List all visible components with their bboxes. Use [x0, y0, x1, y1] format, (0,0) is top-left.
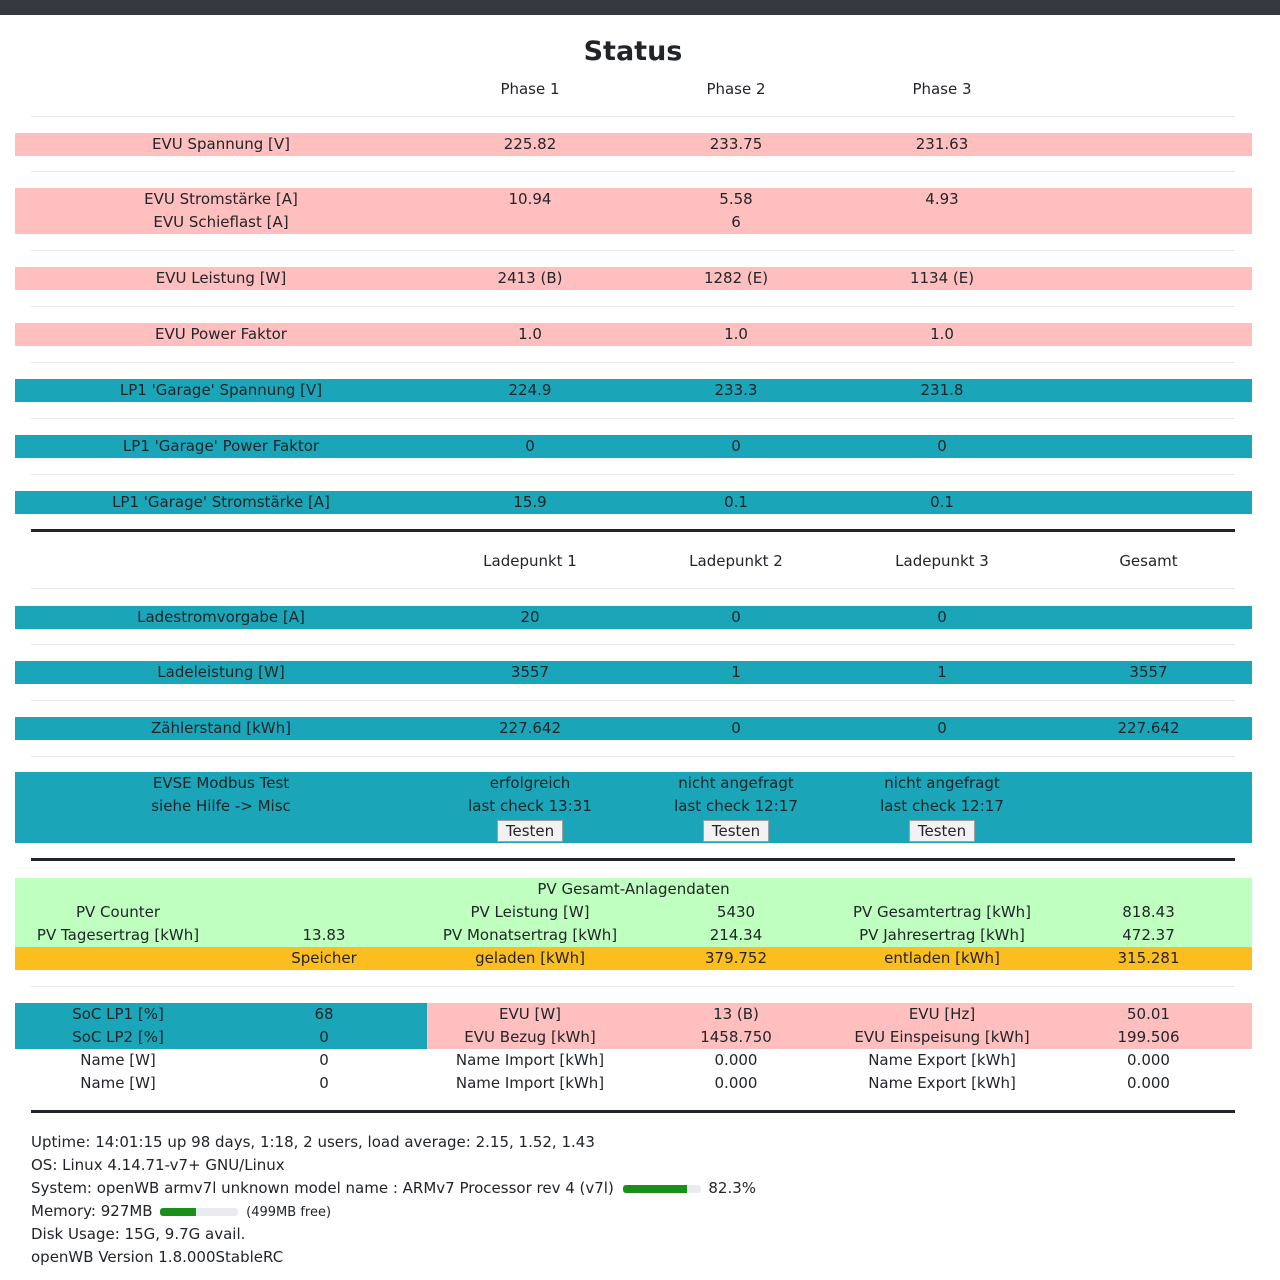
evu-pf-phase-2: 1.0: [724, 325, 748, 343]
cpu-progress-fill: [623, 1185, 687, 1193]
ladestrom-lp3: 0: [937, 608, 947, 626]
lp1-pf-phase-1: 0: [525, 437, 535, 455]
system-line: [31, 1177, 756, 1200]
name-import-label: Name Import [kWh]: [455, 1074, 605, 1092]
speicher-row: [15, 947, 1252, 970]
evu-spannung-phase-1: 225.82: [503, 135, 557, 153]
evse-lp2-check: last check 12:17: [674, 797, 798, 815]
lp1-pf-phase-3: 0: [937, 437, 947, 455]
evu-bezug-value: 1458.750: [700, 1028, 772, 1046]
divider: [31, 986, 1235, 987]
soc-lp2-label: SoC LP2 [%]: [72, 1028, 164, 1046]
uptime-text: Uptime: 14:01:15 up 98 days, 1:18, 2 users, load average: 2.15, 1.52, 1.43: [31, 1133, 595, 1151]
evse-lp3-test-button[interactable]: Testen: [909, 820, 975, 842]
disk-text: Disk Usage: 15G, 9.7G avail.: [31, 1225, 246, 1243]
divider: [31, 362, 1235, 363]
evse-lp2-test-button[interactable]: Testen: [703, 820, 769, 842]
summary-table: [15, 1003, 1252, 1095]
divider: [31, 756, 1235, 757]
divider: [31, 418, 1235, 419]
evse-lp1-check: last check 13:31: [468, 797, 592, 815]
name-w-value: 0: [319, 1074, 329, 1092]
lp1-spannung-phase-3: 231.8: [920, 381, 964, 399]
evu-strom-label: EVU Stromstärke [A]: [144, 190, 298, 208]
ladestrom-row: [15, 606, 1252, 629]
pv-jahresertrag-label: PV Jahresertrag [kWh]: [859, 926, 1025, 944]
evu-bezug-label: EVU Bezug [kWh]: [464, 1028, 596, 1046]
divider: [31, 700, 1235, 701]
lp1-strom-phase-1: 15.9: [513, 493, 547, 511]
evse-lp3-cell: [839, 820, 1045, 843]
evu-spannung-phase-2: 233.75: [709, 135, 763, 153]
lp1-spannung-phase-2: 233.3: [714, 381, 758, 399]
ladestrom-lp1: 20: [520, 608, 540, 626]
phase-1-header: Phase 1: [500, 80, 560, 98]
evu-einspeisung-value: 199.506: [1117, 1028, 1180, 1046]
evu-spannung-label: EVU Spannung [V]: [151, 135, 290, 153]
pv-gesamtertrag-value: 818.43: [1122, 903, 1175, 921]
evu-leistung-phase-2: 1282 (E): [703, 269, 769, 287]
pv-leistung-value: 5430: [716, 903, 756, 921]
evse-lp1-test-button[interactable]: Testen: [497, 820, 563, 842]
name-export-value: 0.000: [1127, 1051, 1170, 1069]
evu-strom-phase-2: 5.58: [719, 190, 753, 208]
divider: [31, 644, 1235, 645]
evu-spannung-row: [15, 133, 1252, 156]
ladeleistung-gesamt: 3557: [1129, 663, 1168, 681]
name-w-label: Name [W]: [80, 1074, 156, 1092]
system-text: System: openWB armv7l unknown model name : ARMv7 Processor rev 4 (v7l): [31, 1179, 614, 1197]
evu-leistung-label: EVU Leistung [W]: [155, 269, 287, 287]
name-import-value: 0.000: [714, 1074, 758, 1092]
soc-lp1-value: 68: [314, 1005, 334, 1023]
evu-w-value: 13 (B): [713, 1005, 759, 1023]
lp1-pf-row: [15, 435, 1252, 458]
evu-w-label: EVU [W]: [498, 1005, 562, 1023]
version-text: openWB Version 1.8.000StableRC: [31, 1248, 284, 1266]
divider: [31, 306, 1235, 307]
section-divider: [31, 1110, 1235, 1113]
pv-gesamtertrag-label: PV Gesamtertrag [kWh]: [852, 903, 1032, 921]
zaehler-lp1: 227.642: [498, 719, 562, 737]
evu-hz-label: EVU [Hz]: [908, 1005, 976, 1023]
zaehler-lp3: 0: [937, 719, 947, 737]
pv-section: [15, 878, 1252, 947]
pv-header: PV Gesamt-Anlagendaten: [537, 880, 730, 898]
section-divider: [31, 529, 1235, 532]
speicher-entladen-label: entladen [kWh]: [884, 949, 1000, 967]
zaehler-row: [15, 717, 1252, 740]
evu-spannung-phase-3: 231.63: [915, 135, 969, 153]
ladestrom-lp2: 0: [731, 608, 741, 626]
lp1-strom-phase-3: 0.1: [930, 493, 954, 511]
ladepunkt-3-header: Ladepunkt 3: [895, 552, 989, 570]
name-import-value: 0.000: [714, 1051, 758, 1069]
evu-strom-phase-1: 10.94: [508, 190, 552, 208]
section-divider: [31, 858, 1235, 861]
cpu-percent: 82.3%: [708, 1179, 757, 1197]
evu-schieflast-label: EVU Schieflast [A]: [153, 213, 289, 231]
speicher-geladen-label: geladen [kWh]: [475, 949, 585, 967]
evu-pf-phase-3: 1.0: [930, 325, 954, 343]
name-import-label: Name Import [kWh]: [455, 1051, 605, 1069]
memory-progress-bar: [160, 1208, 238, 1216]
phase-header-row: [15, 78, 1252, 101]
ladestrom-label: Ladestromvorgabe [A]: [137, 608, 305, 626]
divider: [31, 588, 1235, 589]
evu-einspeisung-label: EVU Einspeisung [kWh]: [854, 1028, 1030, 1046]
ladepunkt-header-row: [15, 550, 1252, 573]
evse-lp2-status: nicht angefragt: [678, 774, 794, 792]
speicher-geladen-value: 379.752: [704, 949, 768, 967]
ladeleistung-lp3: 1: [937, 663, 947, 681]
divider: [31, 171, 1235, 172]
evu-pf-label: EVU Power Faktor: [155, 325, 287, 343]
name-w-value: 0: [319, 1051, 329, 1069]
ladeleistung-label: Ladeleistung [W]: [157, 663, 285, 681]
pv-tagesertrag-value: 13.83: [302, 926, 346, 944]
memory-free: (499MB free): [246, 1205, 332, 1220]
evu-strom-row: [15, 188, 1252, 234]
zaehler-gesamt: 227.642: [1117, 719, 1180, 737]
os-text: OS: Linux 4.14.71-v7+ GNU/Linux: [31, 1156, 285, 1174]
evse-modbus-row: [15, 772, 1252, 843]
soc-lp1-label: SoC LP1 [%]: [72, 1005, 164, 1023]
soc-lp2-value: 0: [319, 1028, 329, 1046]
evse-help-label: siehe Hilfe -> Misc: [151, 797, 291, 815]
pv-monatsertrag-label: PV Monatsertrag [kWh]: [442, 926, 618, 944]
name-export-value: 0.000: [1127, 1074, 1170, 1092]
zaehler-lp2: 0: [731, 719, 741, 737]
pv-leistung-label: PV Leistung [W]: [470, 903, 590, 921]
memory-progress-fill: [160, 1208, 196, 1216]
lp1-spannung-row: [15, 379, 1252, 402]
ladepunkt-2-header: Ladepunkt 2: [689, 552, 783, 570]
evu-leistung-phase-1: 2413 (B): [497, 269, 563, 287]
pv-monatsertrag-value: 214.34: [709, 926, 763, 944]
ladeleistung-lp2: 1: [731, 663, 741, 681]
lp1-strom-row: [15, 491, 1252, 514]
evu-pf-phase-1: 1.0: [518, 325, 542, 343]
lp1-pf-phase-2: 0: [731, 437, 741, 455]
cpu-progress-bar: [623, 1185, 701, 1193]
pv-jahresertrag-value: 472.37: [1122, 926, 1175, 944]
evse-lp1-cell: [427, 820, 633, 843]
evse-lp2-cell: [633, 820, 839, 843]
name-export-label: Name Export [kWh]: [868, 1074, 1016, 1092]
ladepunkt-1-header: Ladepunkt 1: [483, 552, 577, 570]
divider: [31, 474, 1235, 475]
evse-lp3-status: nicht angefragt: [884, 774, 1000, 792]
evse-lp3-check: last check 12:17: [880, 797, 1004, 815]
name-w-label: Name [W]: [80, 1051, 156, 1069]
page-title: Status: [583, 36, 683, 67]
speicher-entladen-value: 315.281: [1117, 949, 1180, 967]
name-export-label: Name Export [kWh]: [868, 1051, 1016, 1069]
memory-line: [31, 1200, 331, 1224]
lp1-strom-label: LP1 'Garage' Stromstärke [A]: [112, 493, 330, 511]
ladeleistung-row: [15, 661, 1252, 684]
gesamt-header: Gesamt: [1119, 552, 1178, 570]
evu-pf-row: [15, 323, 1252, 346]
memory-text: Memory: 927MB: [31, 1202, 153, 1220]
zaehler-label: Zählerstand [kWh]: [151, 719, 291, 737]
ladeleistung-lp1: 3557: [510, 663, 550, 681]
phase-2-header: Phase 2: [706, 80, 766, 98]
evu-leistung-phase-3: 1134 (E): [909, 269, 975, 287]
evu-strom-phase-3: 4.93: [925, 190, 959, 208]
top-navbar: [0, 0, 1280, 15]
lp1-spannung-label: LP1 'Garage' Spannung [V]: [119, 381, 323, 399]
evu-leistung-row: [15, 267, 1252, 290]
evse-lp1-status: erfolgreich: [489, 774, 571, 792]
evu-schieflast-value: 6: [731, 213, 741, 231]
lp1-strom-phase-2: 0.1: [724, 493, 748, 511]
lp1-spannung-phase-1: 224.9: [508, 381, 552, 399]
pv-counter-label: PV Counter: [75, 903, 161, 921]
evse-label: EVSE Modbus Test: [152, 774, 290, 792]
phase-3-header: Phase 3: [912, 80, 972, 98]
pv-tagesertrag-label: PV Tagesertrag [kWh]: [36, 926, 200, 944]
lp1-pf-label: LP1 'Garage' Power Faktor: [122, 437, 320, 455]
divider: [31, 116, 1235, 117]
divider: [31, 250, 1235, 251]
evu-hz-value: 50.01: [1127, 1005, 1170, 1023]
speicher-label: Speicher: [291, 949, 357, 967]
